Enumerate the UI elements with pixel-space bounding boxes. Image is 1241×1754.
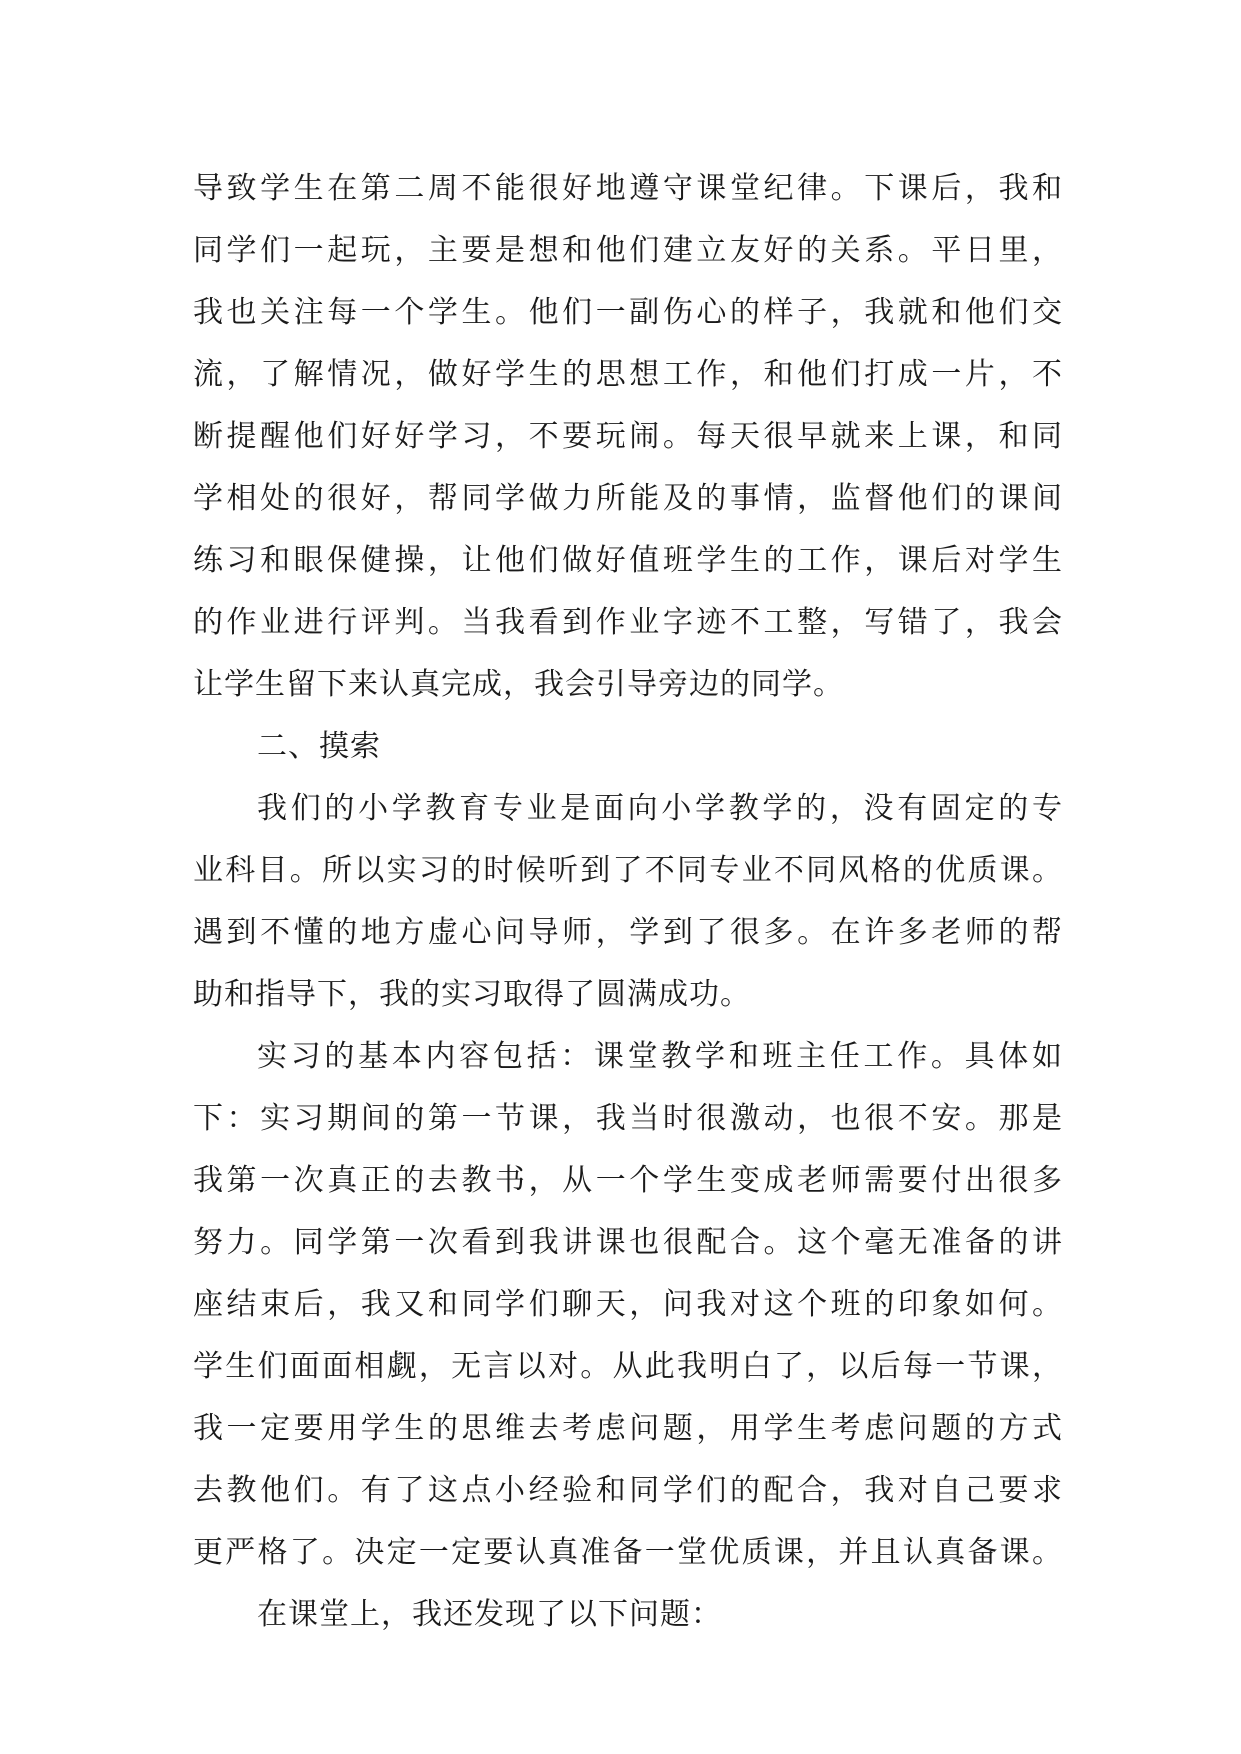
- text-line: 努力。同学第一次看到我讲课也很配合。这个毫无准备的讲: [193, 1225, 1063, 1260]
- text-line: 在课堂上，我还发现了以下问题：: [257, 1597, 722, 1632]
- text-line: 我一定要用学生的思维去考虑问题，用学生考虑问题的方式: [193, 1411, 1063, 1446]
- text-line: 遇到不懂的地方虚心问导师，学到了很多。在许多老师的帮: [193, 915, 1063, 950]
- text-line: 让学生留下来认真完成，我会引导旁边的同学。: [193, 667, 844, 702]
- section-heading: 二、摸索: [257, 729, 381, 764]
- text-line: 去教他们。有了这点小经验和同学们的配合，我对自己要求: [193, 1473, 1063, 1508]
- text-line: 学生们面面相觑，无言以对。从此我明白了，以后每一节课，: [193, 1349, 1063, 1384]
- text-line: 学相处的很好，帮同学做力所能及的事情，监督他们的课间: [193, 481, 1063, 516]
- text-line: 导致学生在第二周不能很好地遵守课堂纪律。下课后，我和: [193, 171, 1063, 206]
- text-line: 我们的小学教育专业是面向小学教学的，没有固定的专: [257, 791, 1063, 826]
- text-line: 练习和眼保健操，让他们做好值班学生的工作，课后对学生: [193, 543, 1063, 578]
- text-line: 更严格了。决定一定要认真准备一堂优质课，并且认真备课。: [193, 1535, 1063, 1570]
- text-line: 流，了解情况，做好学生的思想工作，和他们打成一片，不: [193, 357, 1063, 392]
- text-line: 实习的基本内容包括：课堂教学和班主任工作。具体如: [257, 1039, 1063, 1074]
- text-line: 业科目。所以实习的时候听到了不同专业不同风格的优质课。: [193, 853, 1063, 888]
- text-line: 同学们一起玩，主要是想和他们建立友好的关系。平日里，: [193, 233, 1063, 268]
- text-line: 断提醒他们好好学习，不要玩闹。每天很早就来上课，和同: [193, 419, 1063, 454]
- body-text: [193, 158, 1063, 1646]
- text-line: 座结束后，我又和同学们聊天，问我对这个班的印象如何。: [193, 1287, 1063, 1322]
- text-line: 的作业进行评判。当我看到作业字迹不工整，写错了，我会: [193, 605, 1063, 640]
- text-line: 我第一次真正的去教书，从一个学生变成老师需要付出很多: [193, 1163, 1063, 1198]
- text-line: 下：实习期间的第一节课，我当时很激动，也很不安。那是: [193, 1101, 1063, 1136]
- text-line: 我也关注每一个学生。他们一副伤心的样子，我就和他们交: [193, 295, 1063, 330]
- text-line: 助和指导下，我的实习取得了圆满成功。: [193, 977, 751, 1012]
